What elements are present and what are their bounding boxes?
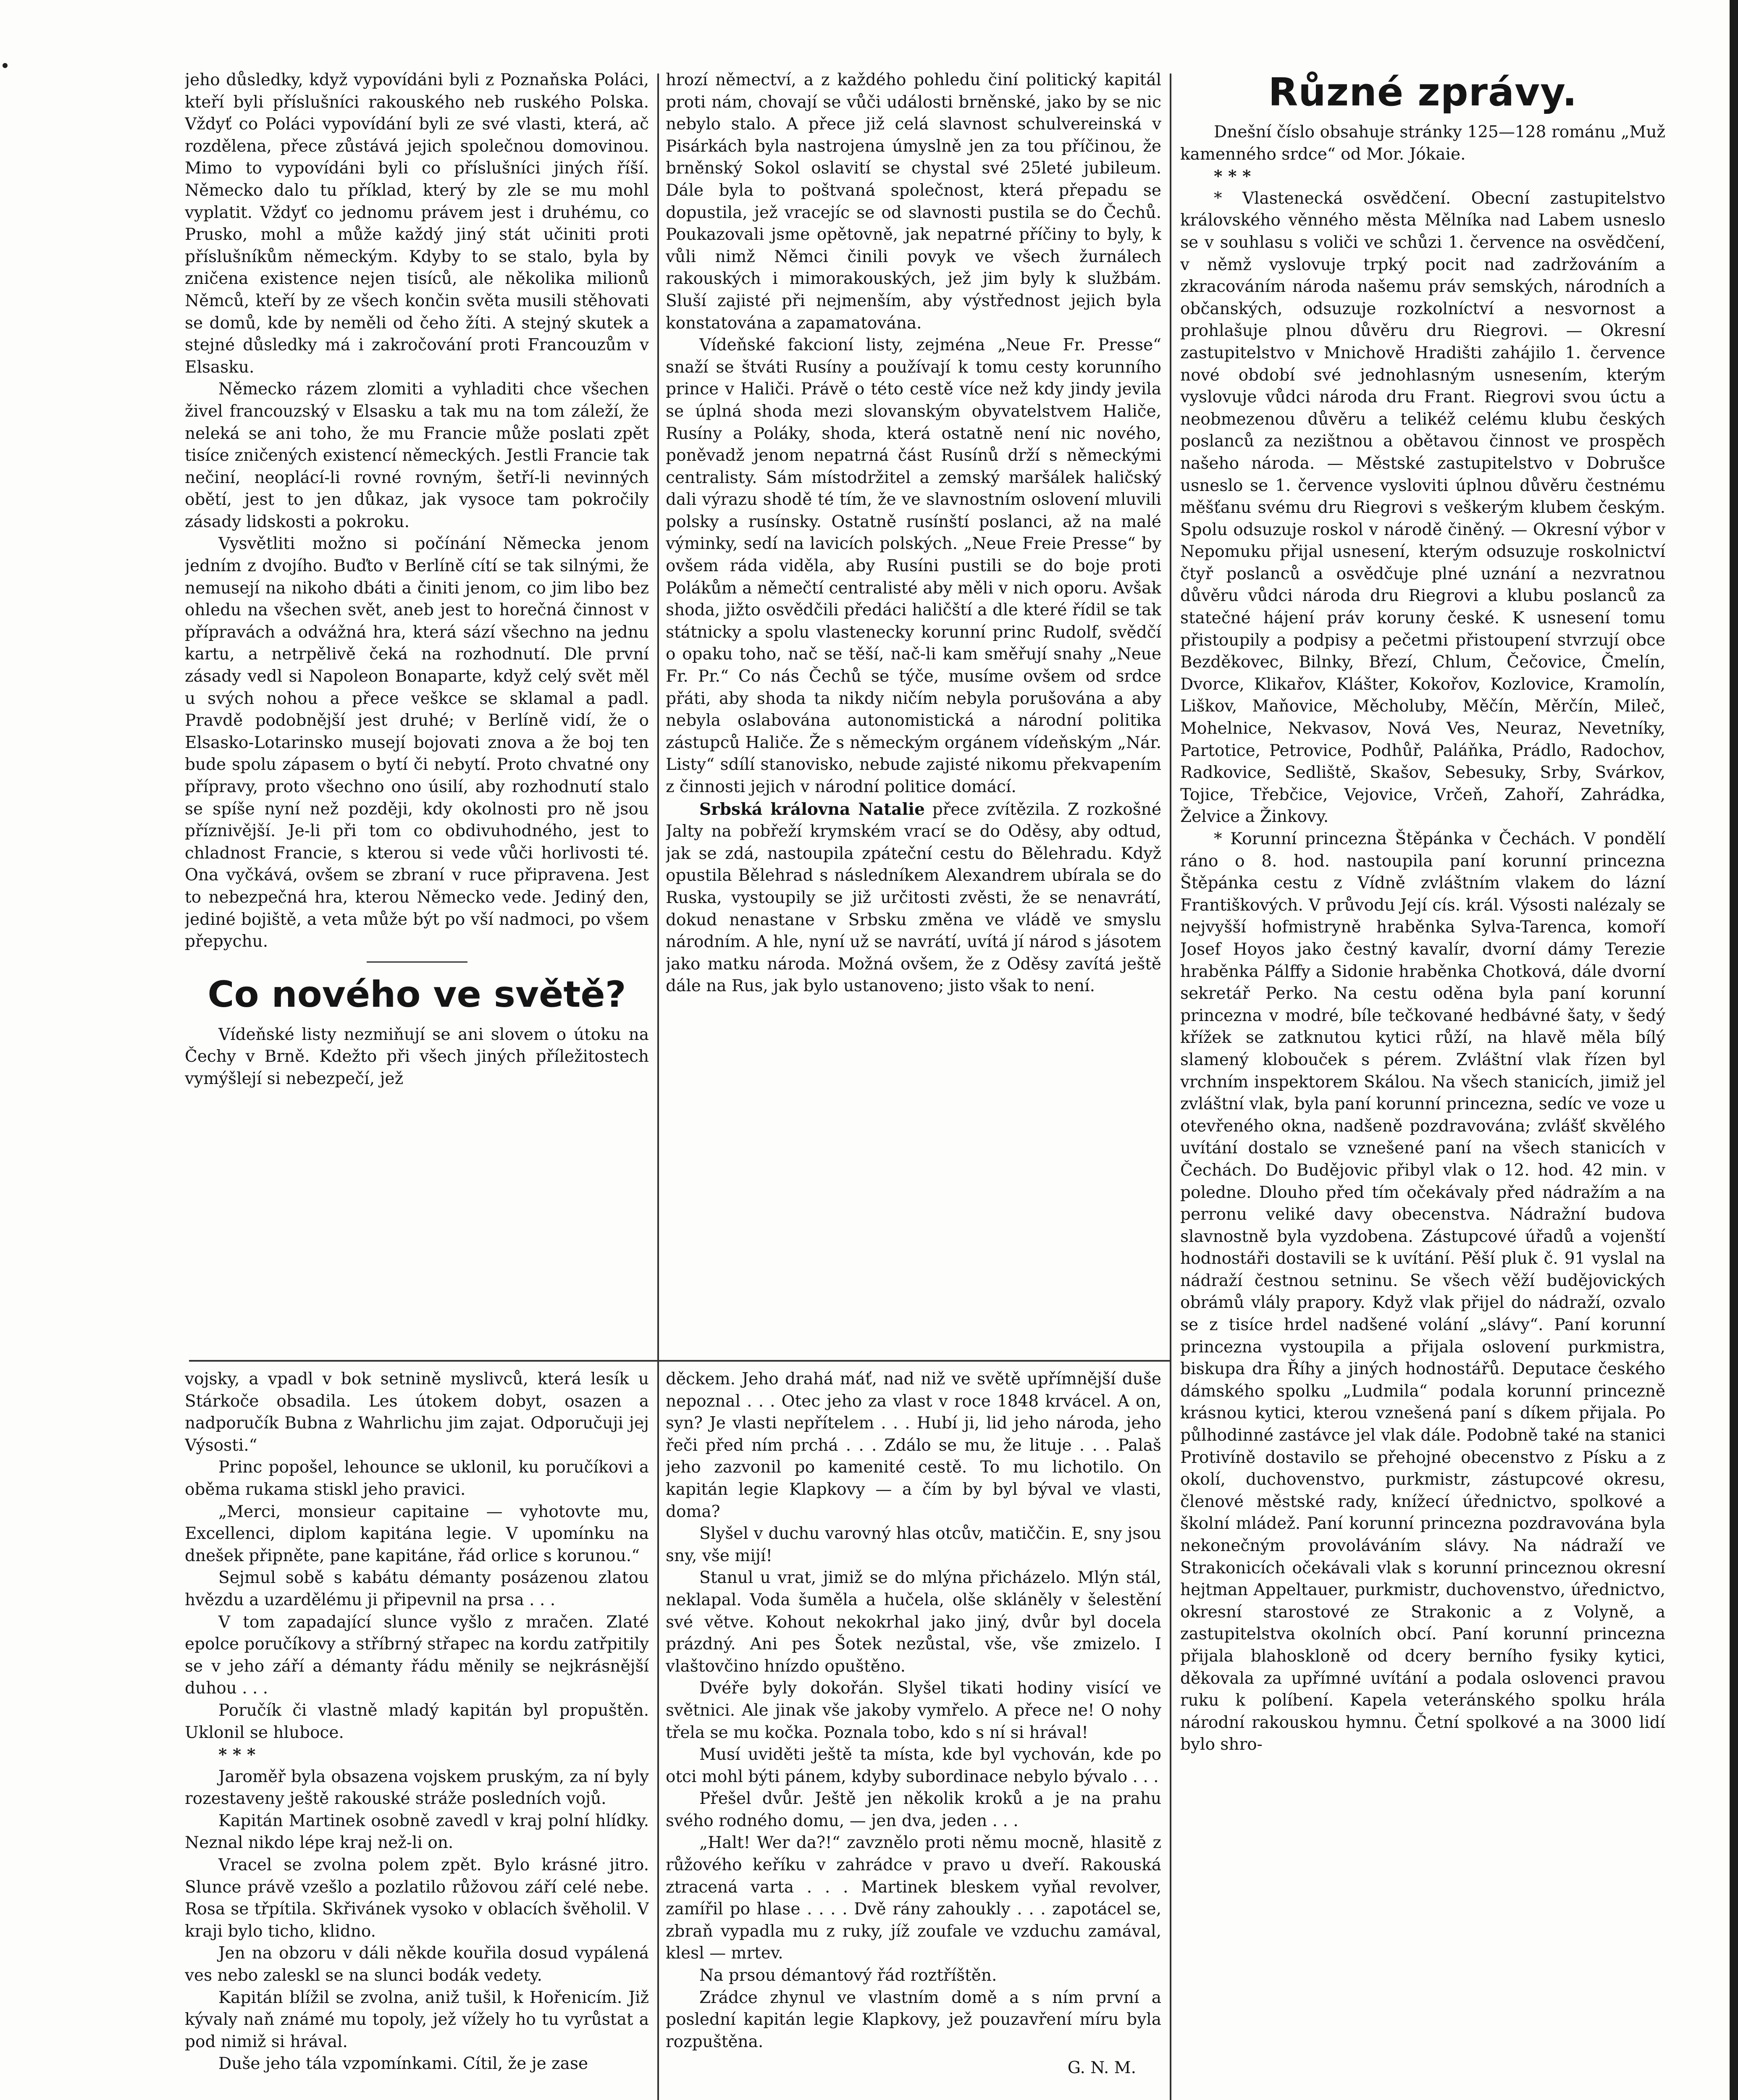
heading-ruzne-zpravy: Různé zprávy.: [1268, 70, 1578, 115]
section-rule: [189, 1360, 1170, 1362]
serbian-lead: Srbská královna Natalie: [699, 799, 925, 819]
story-paragraph: Vracel se zvolna polem zpět. Bylo krásné jitro. Slunce právě vzešlo a pozlatilo růžovou září celé nebe. Rosa se třpítila. Skřivánek vysoko v oblacích švěholil. V kraji bylo ticho, klidno.: [185, 1856, 649, 1941]
story-paragraph: Kapitán blížil se zvolna, aniž tušil, k Hořenicím. Již kývaly naň známé mu topoly, jež vížely ho tu vyrůstat a pod nimiž si hrával.: [185, 1988, 649, 2051]
story-paragraph: Musí uviděti ještě ta místa, kde byl vychován, kde po otci mohl býti pánem, kdyby subordinace nebylo bývalo . . .: [666, 1745, 1161, 1786]
article-intro: Vídeňské listy nezmiňují se ani slovem o útoku na Čechy v Brně. Kdežto při všech jiných příležitostech vymýšlejí si nebezpečí, jež: [185, 1025, 649, 1088]
story-paragraph: Sejmul sobě s kabátu démanty posázenou zlatou hvězdu a uzardělému ji připevnil na prsa . . .: [185, 1568, 649, 1609]
story-paragraph: Jen na obzoru v dáli někde kouřila dosud vypálená ves nebo zaleskl se na slunci bodák vedety.: [185, 1944, 649, 1985]
signature: G. N. M.: [1067, 2058, 1136, 2078]
column-2-bottom: [666, 1368, 1161, 2100]
story-paragraph: Stanul u vrat, jimiž se do mlýna přicházelo. Mlýn stál, neklapal. Voda šuměla a hučela, olše skláněly v šelestění své větve. Kohout nekokrhal jako jiný, dvůr byl docela prázdný. Ani pes Šotek nezůstal, vše, vše zmizelo. I vlaštovčino hnízdo opuštěno.: [666, 1568, 1161, 1676]
article-paragraph: hrozí němectví, a z každého pohledu činí politický kapitál proti nám, chovají se vůči události brněnské, jako by se nic nebylo stalo. A přece již celá slavnost schulvereinská v Pisárkách byla nastrojena úmyslně jen za tou příčinou, že brněnský Sokol oslavití se chystal své 25leté jubileum. Dále byla to poštvaná společnost, která přepadu se dopustila, jež vracejíc se od slavnosti pustila se do Čechů. Poukazovali jsme opětovně, jak nepatrné příčiny to byly, k vůli nimž Němci činili povyk ve všech žurnálech rakouských i mimorakouských, jež jim byly k službám. Sluší zajisté při nejmenším, aby výstřednost jejich byla konstatována a zapamatována.: [666, 71, 1161, 333]
heading-co-noveho: Co nového ve světě?: [207, 973, 626, 1016]
story-paragraph: děckem. Jeho drahá máť, nad niž ve světě upřímnější duše nepoznal . . . Otec jeho za vlast v roce 1848 krvácel. A on, syn? Je vlasti nepřítelem . . . Hubí ji, lid jeho národa, jeho řeči před ním prchá . . . Zdálo se mu, že lituje . . . Palaš jeho zazvonil po kamenité cestě. To mu lichotilo. On kapitán legie Klapkovy — a čím by byl býval ve vlasti, doma?: [666, 1370, 1161, 1521]
column-rule-2: [1170, 74, 1171, 2100]
article-paragraph: Německo rázem zlomiti a vyhladiti chce všechen živel francouzský v Elsasku a tak mu na tom záleží, že neleká se ani toho, že mu Francie může poslati zpět tisíce zničených existencí německých. Jestli Francie tak nečiní, neoplácí-li rovné rovným, šetří-li nevinných obětí, jest to jen důkaz, jak vysoce tam pokročily zásady lidskosti a pokroku.: [185, 380, 649, 531]
serbian-text: přece zvítězila. Z rozkošné Jalty na pobřeží krymském vrací se do Oděsy, aby odtud, jak se zdá, nastoupila zpáteční cestu do Bělehradu. Když opustila Bělehrad s následníkem Alexandrem ubírala se do Ruska, vystoupily se již určitosti zvěsti, že se nenavrátí, dokud nenastane v Srbsku změna ve vládě ve smyslu národním. A hle, nyní už se navrátí, uvítá jí národ s jásotem jako matku národa. Možná ovšem, že z Oděsy zavítá ještě dále na Rus, jak bylo ustanoveno; jisto však to není.: [666, 800, 1161, 996]
article-paragraph: Vysvětliti možno si počínání Německa jenom jedním z dvojího. Buďto v Berlíně cítí se tak silnými, že nemusejí na nikoho dbáti a činiti jenom, co jim libo bez ohledu na všechen svět, aneb jest to horečná činnost v přípravách a odvážná hra, která sází všechno na jednu kartu, a netrpělivě čeká na rozhodnutí. Dle první zásady vedl si Napoleon Bonaparte, když celý svět měl u svých nohou a přece veškce se sklamal a padl. Pravdě podobnější jest druhé; v Berlíně vidí, že o Elsasko-Lotarinsko musejí bojovati znova a že boj ten bude spolu zápasem o bytí či nebytí. Proto chvatné ony přípravy, proto všechno ono úsilí, aby rozhodnutí stalo se spíše nyní než později, kdy okolnosti pro ně jsou příznivější. Je-li při tom co obdivuhodného, jest to chladnost Francie, s kterou si vede vůči horlivosti té. Ona vyčkává, ovšem se zbraní v ruce připravena. Jest to nebezpečná hra, kterou Německo vede. Jediný den, jediné bojiště, a veta může být po vší nadmoci, po všem přepychu.: [185, 534, 649, 951]
story-paragraph: V tom zapadající slunce vyšlo z mračen. Zlaté epolce poručíkovy a stříbrný střapec na kordu zatřpitily se v jeho září a démanty řádu měnily se nejkrásnější duhou . . .: [185, 1612, 649, 1698]
story-paragraph: „Halt! Wer da?!“ zavznělo proti němu mocně, hlasitě z růžového keříku v zahrádce v pravo u dveří. Rakouská ztracená varta . . . Martinek bleskem vyňal revolver, zamířil po hlase . . . . Dvě rány zahoukly . . . zapotácel se, zbraň vypadla mu z ruky, jíž zoufale ve vzduchu zamával, klesl — mrtev.: [666, 1833, 1161, 1963]
story-paragraph: Zrádce zhynul ve vlastním domě a s ním první a poslední kapitán legie Klapkovy, jež pouzavření míru byla rozpuštěna.: [666, 1988, 1161, 2051]
story-paragraph: vojsky, a vpadl v bok setnině myslivců, která lesík u Stárkoče obsadila. Les útokem dobyt, osazen a nadporučík Bubna z Wahrlichu jim zajat. Odporučuji jej Výsosti.“: [185, 1370, 649, 1455]
news-item: * Korunní princezna Štěpánka v Čechách. V pondělí ráno o 8. hod. nastoupila paní korunní princezna Štěpánka cestu z Vídně zvláštním vlakem do lázní Františkových. V průvodu Její cís. král. Výsosti nalézaly se nejvyšší hofmistryně hraběnka Sylva-Tarenca, komoří Josef Hoyos jako čestný kavalír, dvorní dámy Terezie hraběnka Pálffy a Sidonie hraběnka Chotková, dále dvorní sekretář Perko. Na cestu oděna byla paní korunní princezna v modré, bíle tečkované hedbávné šaty, v šedý křížek se zatknutou kytici růží, na hlavě měla bílý slamený klobouček s pérem. Zvláštní vlak řízen byl vrchním inspektorem Skálou. Na všech stanicích, jimiž jel zvláštní vlak, byla paní korunní princezna, sedíc ve voze u otevřeného okna, nadšeně pozdravována; zvlášť skvělého uvítání dostalo se vznešené paní na všech stanicích v Čechách. Do Budějovic přibyl vlak o 12. hod. 42 min. v poledne. Dlouho před tím očekávaly před nádražím a na perronu veliké davy obecenstva. Nádražní budova slavnostně byla vyzdobena. Zástupcové úřadů a vojenští hodnostáři dostavili se k uvítání. Pěší pluk č. 91 vyslal na nádraží čestnou setninu. Se všech věží budějovických obrámů vlály prapory. Když vlak přijel do nádraží, ozvalo se z tisíce hrdel nadšené volání „slávy“. Paní korunní princezna vystoupila a přijala oslovení purkmistra, biskupa dra Říhy a jiných hodnostářů. Deputace českého dámského spolku „Ludmila“ podala korunní princezně krásnou kytici, kterou vznešená paní s díkem přijala. Po půlhodinné zastávce jel vlak dále. Podobně také na stanici Protivíně dostavilo se přehojné obecenstvo z Písku a z okolí, duchovenstvo, purkmistr, zástupcové okresu, členové městské rady, knížecí úřednictvo, spolkové a školní mládež. Paní korunní princezna pozdravována byla nekonečným provoláváním slávy. Na nádraží ve Strakonicích očekávali vlak s korunní princeznou okresní hejtman Appeltauer, purkmistr, duchovenstvo, úřednictvo, okresní starostové ze Strakonic a z Volyně, a zastupitelstva okolních obcí. Paní korunní princezna přijala blahoskloně od dcery berního fysiky kytici, děkovala za upřímné uvítání a podala oslovenci pravou ruku k políbení. Kapela veteránského spolku hrála národní rakouskou hymnu. Četní spolkové a na 3000 lidí bylo shro-: [1180, 830, 1665, 1754]
news-item: * Vlastenecká osvědčení. Obecní zastupitelstvo královského věnného města Mělníka nad Labem usneslo se v souhlasu s voliči ve schůzi 1. července na osvědčení, v němž vyslovuje trpký pocit nad zadržováním a zkracováním národa našemu práv semských, národních a občanských, odsuzuje rozkolníctví a nesvornost a prohlašuje plnou důvěru dru Riegrovi. — Okresní zastupitelstvo v Mnichově Hradišti zahájilo 1. července nové období své jednohlasným usnesením, kterým vyslovuje vůdci národa dru Frant. Riegrovi svou úctu a neobmezenou důvěru a telikéž celému klubu českých poslanců za nezištnou a obětavou činnost ve prospěch našeho národa. — Městské zastupitelstvo v Dobrušce usneslo se 1. července vysloviti úplnou důvěru čestnému měšťanu svému dru Riegrovi s veškerým klubem českým. Spolu odsuzuje roskol v národě činěný. — Okresní výbor v Nepomuku přijal usnesení, kterým odsuzuje roskolnictví čtyř poslanců a osvědčuje plné uznání a nezvratnou důvěru vůdci národa dru Riegrovi a klubu poslanců za statečné hájení práv koruny české. K usnesení tomu přistoupily a podpisy a pečetmi přistoupení stvrzují obce Bezděkovec, Bilnky, Březí, Chlum, Čečovice, Čmelín, Dvorce, Klikařov, Klášter, Kokořov, Kozlovice, Kramolín, Liškov, Maňovice, Měcholuby, Měčín, Měrčín, Mileč, Mohelnice, Nekvasov, Nová Ves, Neuraz, Nevetníky, Partotice, Petrovice, Podhůř, Paláňka, Prádlo, Radochov, Radkovice, Sedliště, Skašov, Sebesuky, Srby, Svárkov, Tojice, Třebčice, Vejovice, Vrčeň, Zahoří, Zahrádka, Želvice a Žinkovy.: [1180, 189, 1665, 827]
stars-divider: * * *: [1214, 167, 1251, 186]
novel-note: Dnešní číslo obsahuje stránky 125—128 románu „Muž kamenného srdce“ od Mor. Jókaie.: [1180, 123, 1665, 164]
story-paragraph: Na prsou démantový řád roztříštěn.: [699, 1966, 997, 1985]
column-3: [1180, 69, 1665, 2100]
story-paragraph: Přešel dvůr. Ještě jen několik kroků a je na prahu svého rodného domu, — jen dva, jeden . . .: [666, 1789, 1161, 1830]
separator: [367, 961, 467, 963]
story-paragraph: Kapitán Martinek osobně zavedl v kraj polní hlídky. Neznal nikdo lépe kraj než-li on.: [185, 1811, 649, 1853]
story-paragraph: Duše jeho tála vzpomínkami. Cítil, že je zase: [218, 2054, 588, 2074]
stars-divider: * * *: [218, 1745, 256, 1765]
page-speck: [3, 63, 8, 68]
column-2-top: [666, 69, 1161, 1354]
article-paragraph: Vídeňské fakcioní listy, zejména „Neue Fr. Presse“ snaží se štváti Rusíny a používají k tomu cesty korunního prince v Haliči. Právě o této cestě více než kdy jindy jevila se úplná shoda mezi slovanským obyvatelstvem Haliče, Rusíny a Poláky, shoda, která ostatně není nic nového, poněvadž jenom nepatrná část Rusínů drží s německými centralisty. Sám místodržitel a zemský maršálek haličský dali výrazu shodě té tím, že ve slavnostním oslovení mluvili polsky a rusínsky. Ostatně rusínští poslanci, až na malé výminky, sedí na lavicích polských. „Neue Freie Presse“ by ovšem ráda viděla, aby Rusíni pustili se do boje proti Polákům a němečtí centralisté aby měli v nich oporu. Avšak shoda, jižto osvědčili předáci haličští a dle které řídil se tak státnicky a spolu vlastenecky korunní princ Rudolf, svědčí o opaku toho, nač se těší, nač-li kam směřují snahy „Neue Fr. Pr.“ Co nás Čechů se týče, musíme ovšem od srdce přáti, aby shoda ta nikdy ničím nebyla porušována a aby nebyla oslabována autonomistická a národní politika zástupců Haliče. Že s německým orgánem vídeňským „Nár. Listy“ sdílí stanovisko, nebude zajisté nikomu překvapením z činnosti jejich v národní politice domácí.: [666, 336, 1161, 796]
column-rule-1: [657, 74, 659, 2100]
story-paragraph: Poručík či vlastně mladý kapitán byl propuštěn. Uklonil se hluboce.: [185, 1701, 649, 1742]
column-1-bottom: [185, 1368, 649, 2100]
story-paragraph: Dvéře byly dokořán. Slyšel tikati hodiny visící ve světnici. Ale jinak vše jakoby vymřelo. A přece ne! O nohy třela se mu kočka. Poznala tobo, kdo s ní si hrával!: [666, 1679, 1161, 1742]
page-dark-edge: [1730, 0, 1738, 2100]
story-paragraph: Princ popošel, lehounce se uklonil, ku poručíkovi a oběma rukama stiskl jeho pravici.: [185, 1458, 649, 1499]
story-paragraph: „Merci, monsieur capitaine — vyhotovte mu, Excellenci, diplom kapitána legie. V upomínku na dnešek připněte, pane kapitáne, řád orlice s korunou.“: [185, 1502, 649, 1565]
story-paragraph: Jaroměř byla obsazena vojskem pruským, za ní byly rozestaveny ještě rakouské stráže posledních vojů.: [185, 1767, 649, 1809]
column-1-top: [185, 69, 649, 1354]
story-paragraph: Slyšel v duchu varovný hlas otcův, matiččin. E, sny jsou sny, vše mijí!: [666, 1524, 1161, 1565]
article-paragraph: jeho důsledky, když vypovídáni byli z Poznaňska Poláci, kteří byli příslušníci rakouského neb ruského Polska. Vždyť co Poláci vypovídání byli ze své vlasti, která, ač rozdělena, přece zůstává jejich společnou domovinou. Mimo to vypovídáni byli co příslušníci jiných říší. Německo dalo tu příklad, který by zle se mu mohl vyplatit. Vždyť co jednomu právem jest i druhému, co Prusko, mohl a může každý jiný stát učiniti proti příslušníkům německým. Kdyby to se stalo, byla by zničena existence nejen tisíců, ale několika milionů Němců, kteří by ze všech končin světa musili stěhovati se domů, kde by neměli od čeho žíti. A stejný skutek a stejné důsledky má i zakročování proti Francouzům v Elsasku.: [185, 71, 649, 377]
